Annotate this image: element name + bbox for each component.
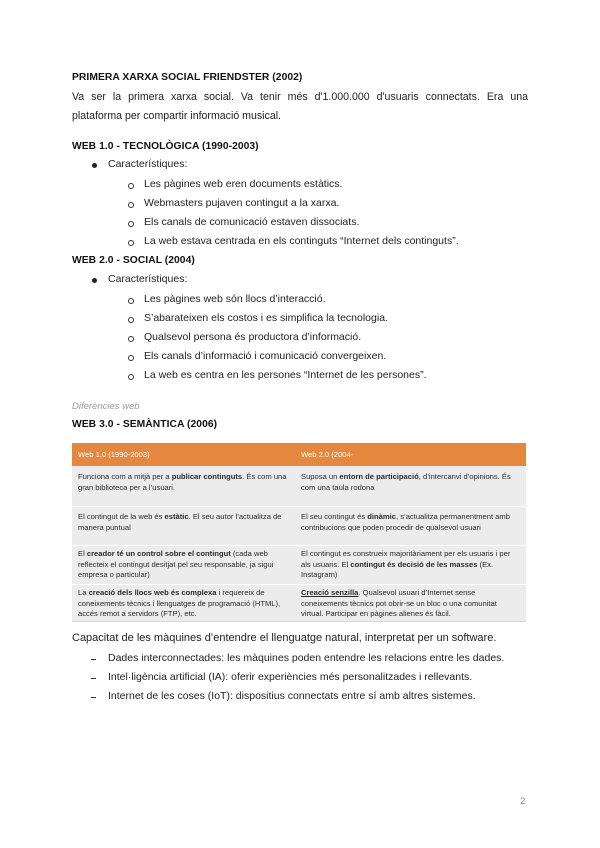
table-row-divider — [72, 545, 526, 546]
bullet-circle-icon — [128, 317, 134, 323]
semantic-intro: Capacitat de les màquines d’entendre el llenguatge natural, interpretat per un software. — [72, 632, 497, 644]
table-bottom-border — [72, 621, 526, 622]
dash-bullet-icon — [91, 697, 96, 698]
web1-item-2: Webmasters pujaven contingut a la xarxa. — [144, 197, 340, 209]
web1-item-4: La web estava centrada en els continguts “Internet dels continguts”. — [144, 235, 459, 247]
bullet-circle-icon — [128, 336, 134, 342]
friendster-line-2: plataforma per compartir informació musical. — [72, 110, 282, 122]
table-row-divider — [72, 584, 526, 585]
semantic-item-3: Internet de les coses (IoT): dispositius connectats entre sí amb altres sistemes. — [108, 690, 476, 702]
bullet-circle-icon — [128, 240, 134, 246]
bullet-circle-icon — [128, 298, 134, 304]
table-cell-r3-web1: El creador té un control sobre el contingut (cada web reflecteix el contingut desitjat pel seu responsable, ja sigui empresa o particular) — [78, 549, 274, 579]
table-row-divider — [72, 506, 526, 507]
figure-caption: Diferències web — [72, 401, 140, 412]
web1-characteristics-label: Característiques: — [108, 158, 188, 170]
table-cell-r2-web2: El seu contingut és dinàmic, s’actualitza permanentment amb contribucions que poden procedir de qualsevol usuari — [301, 512, 510, 532]
bullet-circle-icon — [128, 374, 134, 380]
bullet-circle-icon — [128, 221, 134, 227]
web2-item-4: Els canals d’informació i comunicació convergeixen. — [144, 350, 387, 362]
bullet-circle-icon — [128, 355, 134, 361]
table-cell-r4-web2: Creació senzilla. Qualsevol usuari d’Internet sense coneixements tècnics pot obrir-se un bloc o una comunitat virtual. Participar en pàgines alienes és fàcil. — [301, 588, 497, 618]
table-header-web1: Web 1.0 (1990-2003) — [78, 450, 150, 459]
web2-item-1: Les pàgines web són llocs d’interacció. — [144, 293, 326, 305]
table-header-web2: Web 2.0 (2004- — [301, 450, 354, 459]
table-cell-r4-web1: La creació dels llocs web és complexa i requereix de coneixements tècnics i llenguatges de programació (HTML), accés remot a servidors (FTP), etc. — [78, 588, 281, 618]
web2-item-5: La web es centra en les persones “Internet de les persones”. — [144, 369, 427, 381]
web2-item-2: S’abarateixen els costos i es simplifica la tecnologia. — [144, 312, 388, 324]
semantic-item-2: Intel·ligència artificial (IA): oferir experiències més personalitzades i rellevants. — [108, 671, 473, 683]
table-cell-r2-web1: El contingut de la web és estàtic. El seu autor l’actualitza de manera puntual — [78, 512, 282, 532]
friendster-heading: PRIMERA XARXA SOCIAL FRIENDSTER (2002) — [72, 72, 303, 83]
dash-bullet-icon — [91, 659, 96, 660]
dash-bullet-icon — [91, 678, 96, 679]
web2-item-3: Qualsevol persona és productora d’informació. — [144, 331, 362, 343]
table-cell-r3-web2: El contingut es construeix majoritàriament per els usuaris i per als usuaris. El contingut és decisió de les masses (Ex. Instagram) — [301, 549, 511, 579]
web2-heading: WEB 2.0 - SOCIAL (2004) — [72, 255, 195, 266]
bullet-dot-icon — [92, 163, 97, 168]
semantic-item-1: Dades interconnectades: les màquines poden entendre les relacions entre les dades. — [108, 652, 505, 664]
friendster-line-1: Va ser la primera xarxa social. Va tenir més d'1.000.000 d'usuaris connectats. Era una — [72, 91, 528, 103]
web1-item-3: Els canals de comunicació estaven dissociats. — [144, 216, 360, 228]
bullet-dot-icon — [92, 278, 97, 283]
page-number: 2 — [520, 796, 526, 807]
web1-heading: WEB 1.0 - TECNOLÒGICA (1990-2003) — [72, 141, 259, 152]
table-cell-r1-web2: Suposa un entorn de participació, d’intercanvi d’opinions. És com una taula rodona — [301, 472, 511, 492]
table-cell-r1-web1: Funciona com a mitjà per a publicar continguts. És com una gran biblioteca per a l’usuari. — [78, 472, 287, 492]
web2-characteristics-label: Característiques: — [108, 273, 188, 285]
friendster-paragraph — [72, 88, 528, 126]
bullet-circle-icon — [128, 183, 134, 189]
web3-heading: WEB 3.0 - SEMÀNTICA (2006) — [72, 419, 218, 430]
web1-item-1: Les pàgines web eren documents estàtics. — [144, 178, 343, 190]
bullet-circle-icon — [128, 202, 134, 208]
